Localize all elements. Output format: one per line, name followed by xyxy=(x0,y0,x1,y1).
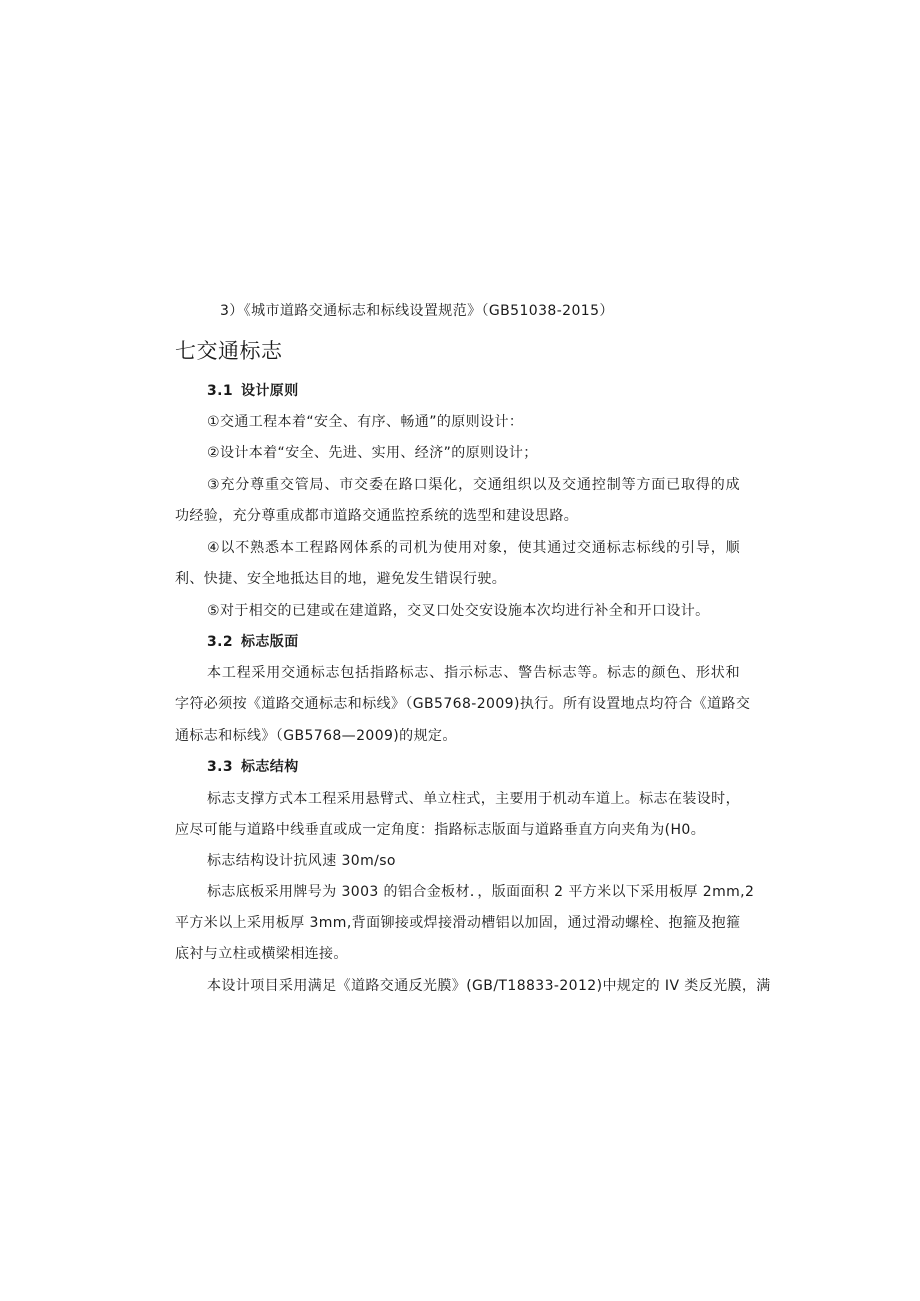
paragraph-line: 利、快捷、安全地抵达目的地，避免发生错误行驶。 xyxy=(175,571,507,587)
section-heading-3-3 xyxy=(207,757,299,777)
paragraph-line: 应尽可能与道路中线垂直或成一定角度：指路标志版面与道路垂直方向夹角为(H0。 xyxy=(175,822,706,838)
chapter-title: 七交通标志 xyxy=(175,339,283,363)
paragraph-line: 底衬与立柱或横梁相连接。 xyxy=(175,946,348,962)
paragraph-line: 标志支撑方式本工程采用悬臂式、单立柱式，主要用于机动车道上。标志在装设时， xyxy=(207,791,740,807)
section-title: 设计原则 xyxy=(241,383,299,399)
paragraph-line: 标志底板采用牌号为 3003 的铝合金板材．，版面面积 2 平方米以下采用板厚 2mm,2 xyxy=(207,884,755,900)
section-number: 3.2 xyxy=(207,634,234,650)
paragraph-line: ⑤对于相交的已建或在建道路，交叉口处交安设施本次均进行补全和开口设计。 xyxy=(207,603,710,619)
paragraph-line: 功经验，充分尊重成都市道路交通监控系统的选型和建设思路。 xyxy=(175,508,579,524)
paragraph-line: 通标志和标线》（GB5768—2009)的规定。 xyxy=(175,728,457,744)
paragraph-line: 本工程采用交通标志包括指路标志、指示标志、警告标志等。标志的颜色、形状和 xyxy=(207,665,740,681)
paragraph-line: 本设计项目采用满足《道路交通反光膜》(GB/T18833-2012)中规定的 IV 类反光膜，满 xyxy=(207,978,771,994)
paragraph-line: 标志结构设计抗风速 30m∕so xyxy=(207,853,396,869)
section-heading-3-1 xyxy=(207,381,299,401)
paragraph-line: 字符必须按《道路交通标志和标线》（GB5768-2009)执行。所有设置地点均符合《道路交 xyxy=(175,696,751,712)
section-heading-3-2 xyxy=(207,632,299,652)
paragraph-line: ④以不熟悉本工程路网体系的司机为使用对象，使其通过交通标志标线的引导，顺 xyxy=(207,540,740,556)
paragraph-line: 平方米以上采用板厚 3mm,背面铆接或焊接滑动槽铝以加固，通过滑动螺栓、抱箍及抱箍 xyxy=(175,915,741,931)
paragraph-line: ①交通工程本着“安全、有序、畅通”的原则设计： xyxy=(207,414,524,430)
section-number: 3.1 xyxy=(207,383,234,399)
paragraph-line: ③充分尊重交管局、市交委在路口渠化，交通组织以及交通控制等方面已取得的成 xyxy=(207,477,740,493)
paragraph-line: ②设计本着“安全、先进、实用、经济”的原则设计； xyxy=(207,445,538,461)
reference-line: 3）《城市道路交通标志和标线设置规范》（GB51038-2015） xyxy=(220,303,614,319)
section-title: 标志版面 xyxy=(241,634,299,650)
section-title: 标志结构 xyxy=(241,759,299,775)
section-number: 3.3 xyxy=(207,759,234,775)
